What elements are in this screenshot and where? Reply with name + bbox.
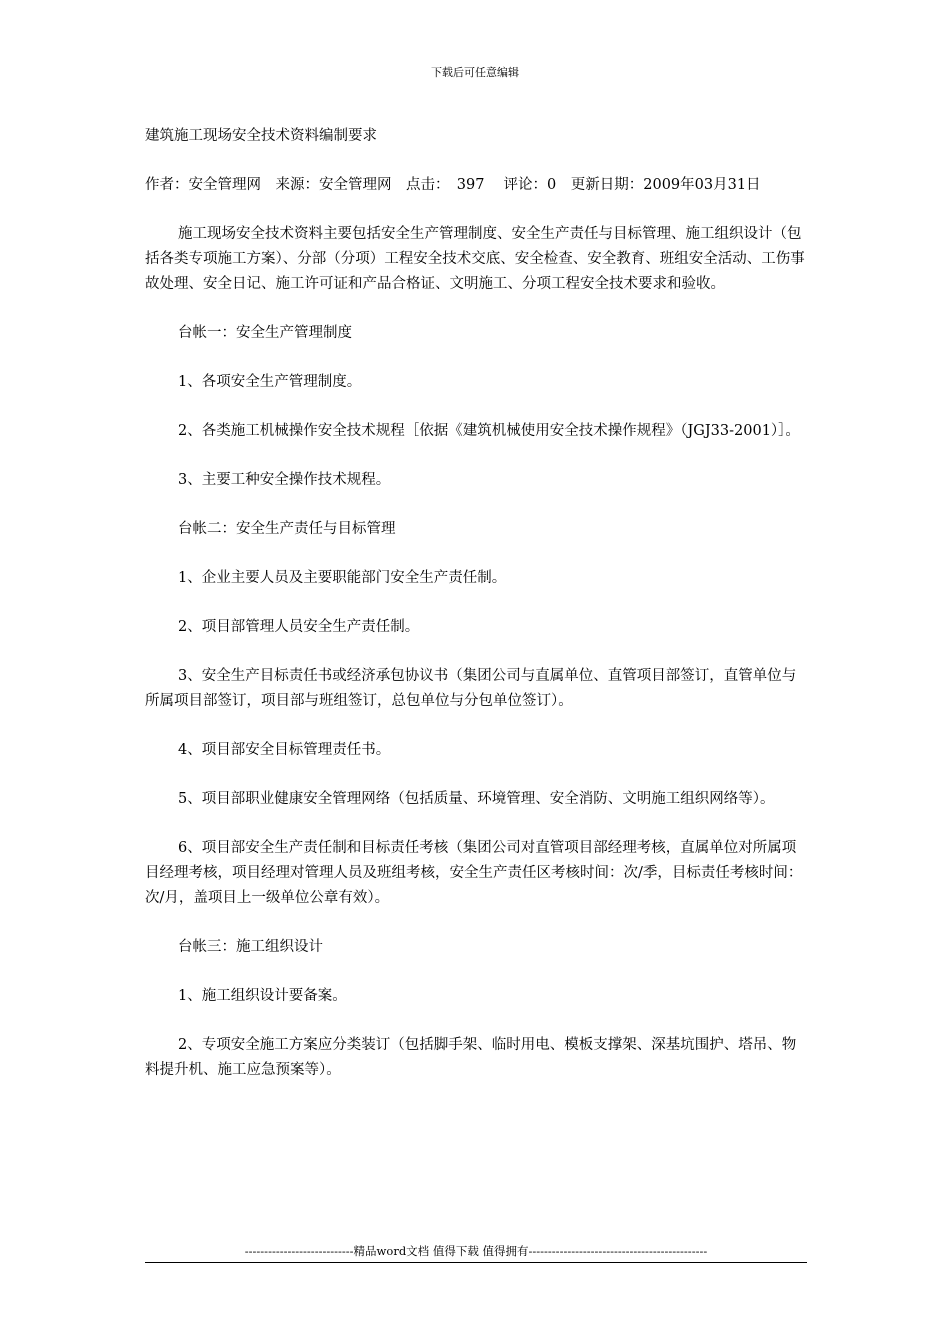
list-item: 1、企业主要人员及主要职能部门安全生产责任制。 — [178, 570, 507, 586]
list-item: 2、专项安全施工方案应分类装订（包括脚手架、临时用电、模板支撑架、深基坑围护、塔吊、物料提升机、施工应急预案等）。 — [145, 1037, 797, 1078]
list-item: 2、项目部管理人员安全生产责任制。 — [178, 619, 420, 635]
list-item: 1、各项安全生产管理制度。 — [178, 374, 362, 390]
article-meta: 作者：安全管理网 来源：安全管理网 点击： 397 评论：0 更新日期：2009年03月31日 — [145, 177, 761, 193]
list-item: 3、主要工种安全操作技术规程。 — [178, 472, 391, 488]
header-note: 下载后可任意编辑 — [431, 66, 519, 79]
document-title: 建筑施工现场安全技术资料编制要求 — [145, 128, 377, 144]
list-item: 5、项目部职业健康安全管理网络（包括质量、环境管理、安全消防、文明施工组织网络等）。 — [178, 791, 775, 807]
footer-divider — [145, 1262, 807, 1263]
section-heading-2: 台帐二：安全生产责任与目标管理 — [178, 521, 396, 537]
section-heading-1: 台帐一：安全生产管理制度 — [178, 325, 352, 341]
list-item: 4、项目部安全目标管理责任书。 — [178, 742, 391, 758]
list-item: 1、施工组织设计要备案。 — [178, 988, 347, 1004]
list-item: 2、各类施工机械操作安全技术规程［依据《建筑机械使用安全技术操作规程》（JGJ33-2001）］。 — [178, 423, 800, 439]
list-item: 3、安全生产目标责任书或经济承包协议书（集团公司与直属单位、直管项目部签订，直管单位与所属项目部签订，项目部与班组签订，总包单位与分包单位签订）。 — [145, 668, 797, 709]
section-heading-3: 台帐三：施工组织设计 — [178, 939, 323, 955]
page-footer: ----------------------------精品word文档 值得下载 值得拥有---------------------------------------------- — [244, 1244, 708, 1258]
document-body — [145, 124, 807, 1107]
list-item: 6、项目部安全生产责任制和目标责任考核（集团公司对直管项目部经理考核，直属单位对所属项目经理考核，项目经理对管理人员及班组考核，安全生产责任区考核时间：次/季，目标责任考核时间：次/月，盖项目上一级单位公章有效）。 — [145, 840, 803, 906]
paragraph-intro: 施工现场安全技术资料主要包括安全生产管理制度、安全生产责任与目标管理、施工组织设计（包括各类专项施工方案）、分部（分项）工程安全技术交底、安全检查、安全教育、班组安全活动、工伤事故处理、安全日记、施工许可证和产品合格证、文明施工、分项工程安全技术要求和验收。 — [145, 226, 805, 292]
